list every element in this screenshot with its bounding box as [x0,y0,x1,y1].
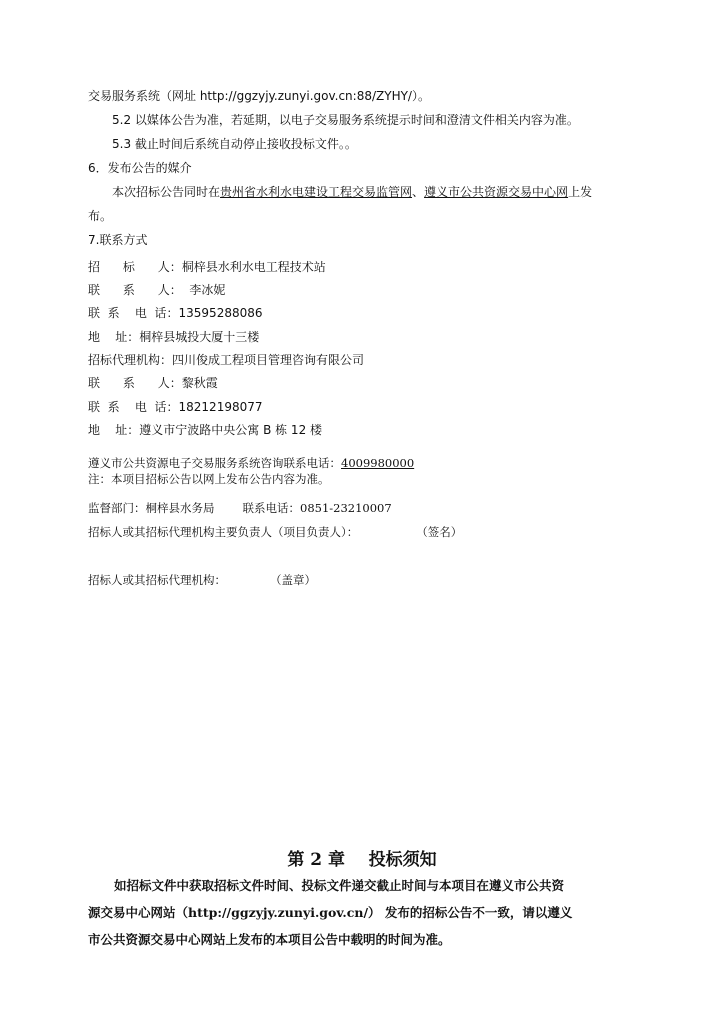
clause-5-3: 5.3 截止时间后系统自动停止接收投标文件。。 [112,137,357,151]
phone-line-2: 联 系 电 话：18212198077 [88,400,263,414]
contact-line-1: 联 系 人： 李冰妮 [88,283,226,297]
website-line: 交易服务系统（网址 http://ggzyjy.zunyi.gov.cn:88/ZYHY/）。 [88,89,430,103]
contact-line-2: 联 系 人：黎秋霞 [88,376,218,390]
section-7-title: 7.联系方式 [88,233,148,247]
supervisor-line [88,500,392,516]
chapter-para-line-3: 市公共资源交易中心网站上发布的本项目公告中载明的时间为准。 [88,932,451,947]
tenderer-line: 招 标 人：桐梓县水利水电工程技术站 [88,260,326,274]
seal-line [88,572,316,588]
media-prefix: 本次招标公告同时在 [112,185,221,199]
agency-line: 招标代理机构：四川俊成工程项目管理咨询有限公司 [88,353,365,367]
consult-label: 遵义市公共资源电子交易服务系统咨询联系电话： [88,456,341,470]
section-6-title: 6．发布公告的媒介 [88,161,192,175]
supervisor-dept: 监督部门：桐梓县水务局 [88,501,215,515]
supervisor-phone: 联系电话：0851-23210007 [242,501,392,515]
clause-5-2: 5.2 以媒体公告为准，若延期，以电子交易服务系统提示时间和澄清文件相关内容为准。 [112,113,579,127]
principal-label: 招标人或其招标代理机构主要负责人（项目负责人）： [88,525,359,539]
phone-line-1: 联 系 电 话：13595288086 [88,306,263,320]
address-line-1: 地 址：桐梓县城投大厦十三楼 [88,330,260,344]
media-site-2-link[interactable]: 遵义市公共资源交易中心网 [424,185,569,199]
principal-line [88,524,462,540]
consult-line [88,455,414,471]
consult-phone: 4009980000 [341,456,415,470]
address-line-2: 地 址：遵义市宁波路中央公寓 B 栋 12 楼 [88,423,323,437]
seal-field: （盖章） [270,573,316,587]
seal-label: 招标人或其招标代理机构： [88,573,226,587]
media-separator: 、 [412,185,425,199]
signature-field: （签名） [416,525,463,539]
chapter-para-line-1: 如招标文件中获取招标文件时间、投标文件递交截止时间与本项目在遵义市公共资 [114,878,565,893]
note-line: 注：本项目招标公告以网上发布公告内容为准。 [88,472,330,486]
media-suffix: 上发 [568,185,593,199]
media-paragraph-end: 布。 [88,209,113,223]
chapter-heading: 第 2 章 投标须知 [287,850,437,870]
media-site-1-link[interactable]: 贵州省水利水电建设工程交易监管网 [220,185,413,199]
media-paragraph [112,184,592,200]
chapter-para-line-2: 源交易中心网站（http://ggzyjy.zunyi.gov.cn/） 发布的招标公告不一致，请以遵义 [88,905,573,920]
